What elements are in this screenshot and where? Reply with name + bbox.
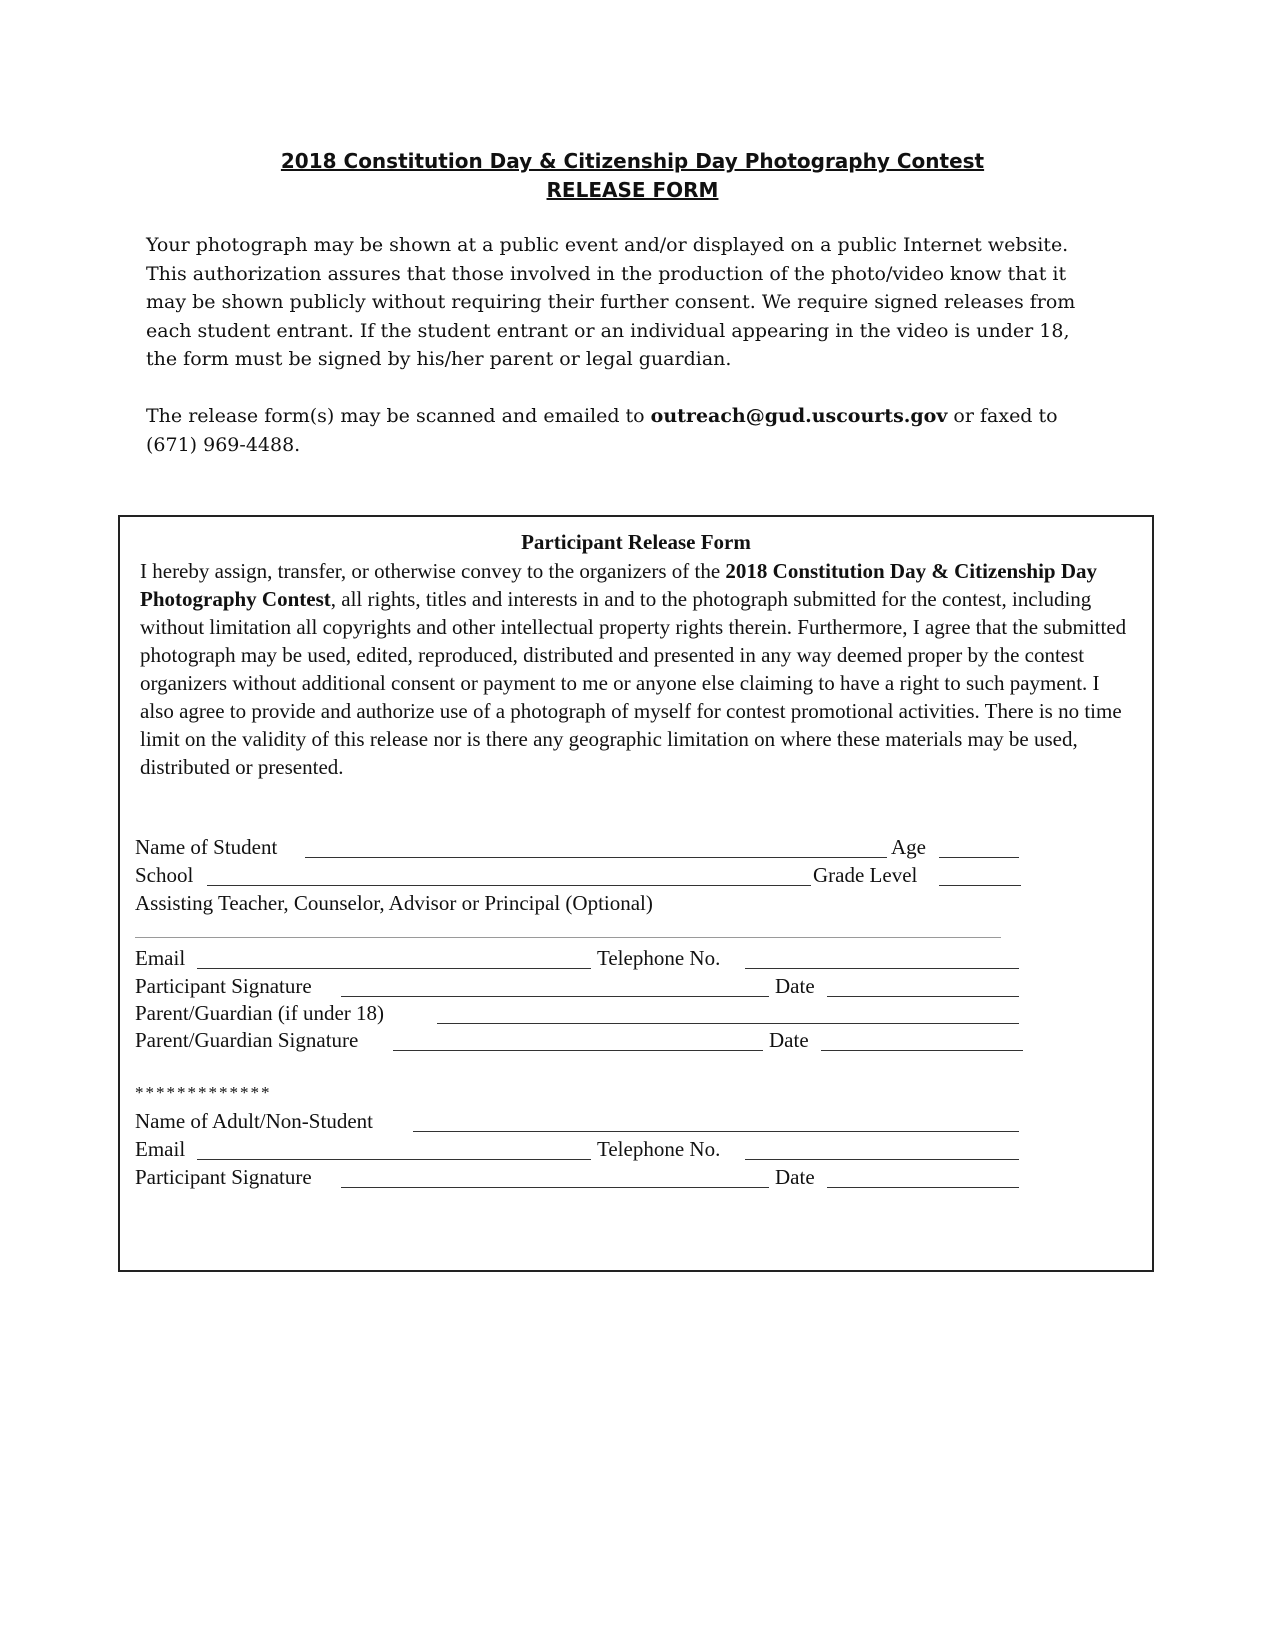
- parent-guardian-label: Parent/Guardian (if under 18): [135, 1001, 384, 1025]
- school-row: [135, 862, 1135, 888]
- parent-guardian-field[interactable]: [437, 1023, 1019, 1024]
- age-field[interactable]: [939, 857, 1019, 858]
- parent-signature-row: [135, 1027, 1135, 1053]
- email-label: Email: [135, 946, 186, 970]
- outreach-email-link[interactable]: outreach@gud.uscourts.gov: [650, 404, 948, 427]
- adult-telephone-label: Telephone No.: [597, 1137, 721, 1161]
- telephone-field[interactable]: [745, 968, 1019, 969]
- adult-signature-row: [135, 1164, 1135, 1190]
- email-field[interactable]: [197, 968, 591, 969]
- parent-guardian-row: [135, 1000, 1135, 1026]
- parent-date-label: Date: [769, 1028, 809, 1052]
- age-label: Age: [891, 835, 926, 859]
- adult-email-row: [135, 1136, 1135, 1162]
- release-text-contest-name: 2018 Constitution Day & Citizenship Day Photography Contest: [140, 559, 1098, 611]
- form-title: Participant Release Form: [521, 530, 751, 554]
- participant-signature-field[interactable]: [341, 996, 769, 997]
- participant-signature-row: [135, 973, 1135, 999]
- document-subtitle: RELEASE FORM: [546, 178, 719, 202]
- telephone-label: Telephone No.: [597, 946, 721, 970]
- adult-email-field[interactable]: [197, 1159, 591, 1160]
- adult-name-row: [135, 1108, 1135, 1134]
- intro-paragraph-2-suffix: or faxed to (671) 969-4488.: [146, 404, 1058, 456]
- adult-signature-label: Participant Signature: [135, 1165, 312, 1189]
- participant-date-field[interactable]: [827, 996, 1019, 997]
- participant-signature-label: Participant Signature: [135, 974, 312, 998]
- assisting-label: Assisting Teacher, Counselor, Advisor or Principal (Optional): [135, 891, 653, 915]
- adult-name-field[interactable]: [413, 1131, 1019, 1132]
- assisting-row: [135, 890, 1135, 916]
- intro-paragraph-2-prefix: The release form(s) may be scanned and emailed to: [146, 404, 651, 427]
- release-text-part-2: , all rights, titles and interests in and to the photograph submitted for the contest, including without limitation all copyrights and other intellectual property rights therein. Furthermore, I agree that the submitted photograph may be used, edited, reproduced, distributed and presented in any way deemed proper by the contest organizers without additional consent or payment to me or anyone else claiming to have a right to such payment. I also agree to provide and authorize use of a photograph of myself for contest promotional activities. There is no time limit on the validity of this release nor is there any geographic limitation on where these materials may be used, distributed or presented.: [140, 587, 1127, 779]
- parent-signature-field[interactable]: [393, 1050, 763, 1051]
- adult-signature-field[interactable]: [341, 1187, 769, 1188]
- adult-telephone-field[interactable]: [745, 1159, 1019, 1160]
- release-text-part-1: I hereby assign, transfer, or otherwise convey to the organizers of the: [140, 559, 726, 583]
- participant-release-form: [118, 515, 1154, 1272]
- date-label: Date: [775, 974, 815, 998]
- adult-date-label: Date: [775, 1165, 815, 1189]
- school-field[interactable]: [207, 885, 811, 886]
- intro-section: [146, 231, 1106, 459]
- grade-level-field[interactable]: [939, 885, 1021, 886]
- separator-text: *************: [135, 1083, 272, 1102]
- separator-stars: [135, 1080, 435, 1106]
- adult-name-label: Name of Adult/Non-Student: [135, 1109, 373, 1133]
- intro-paragraph-1: Your photograph may be shown at a public event and/or displayed on a public Internet website. This authorization assures that those involved in the production of the photo/video know that it may be shown publicly without requiring their further consent. We require signed releases from each student entrant. If the student entrant or an individual appearing in the video is under 18, the form must be signed by his/her parent or legal guardian.: [146, 234, 1076, 371]
- school-label: School: [135, 863, 194, 887]
- student-name-row: [135, 834, 1135, 860]
- adult-email-label: Email: [135, 1137, 186, 1161]
- parent-date-field[interactable]: [821, 1050, 1023, 1051]
- document-title: 2018 Constitution Day & Citizenship Day Photography Contest: [280, 149, 985, 173]
- grade-level-label: Grade Level: [813, 863, 918, 887]
- assisting-field[interactable]: [135, 937, 1001, 938]
- student-name-field[interactable]: [305, 857, 887, 858]
- document-header: [0, 147, 1265, 205]
- email-row: [135, 945, 1135, 971]
- adult-date-field[interactable]: [827, 1187, 1019, 1188]
- student-name-label: Name of Student: [135, 835, 278, 859]
- intro-paragraph-2: [146, 402, 1106, 459]
- release-text: [140, 557, 1130, 781]
- parent-signature-label: Parent/Guardian Signature: [135, 1028, 359, 1052]
